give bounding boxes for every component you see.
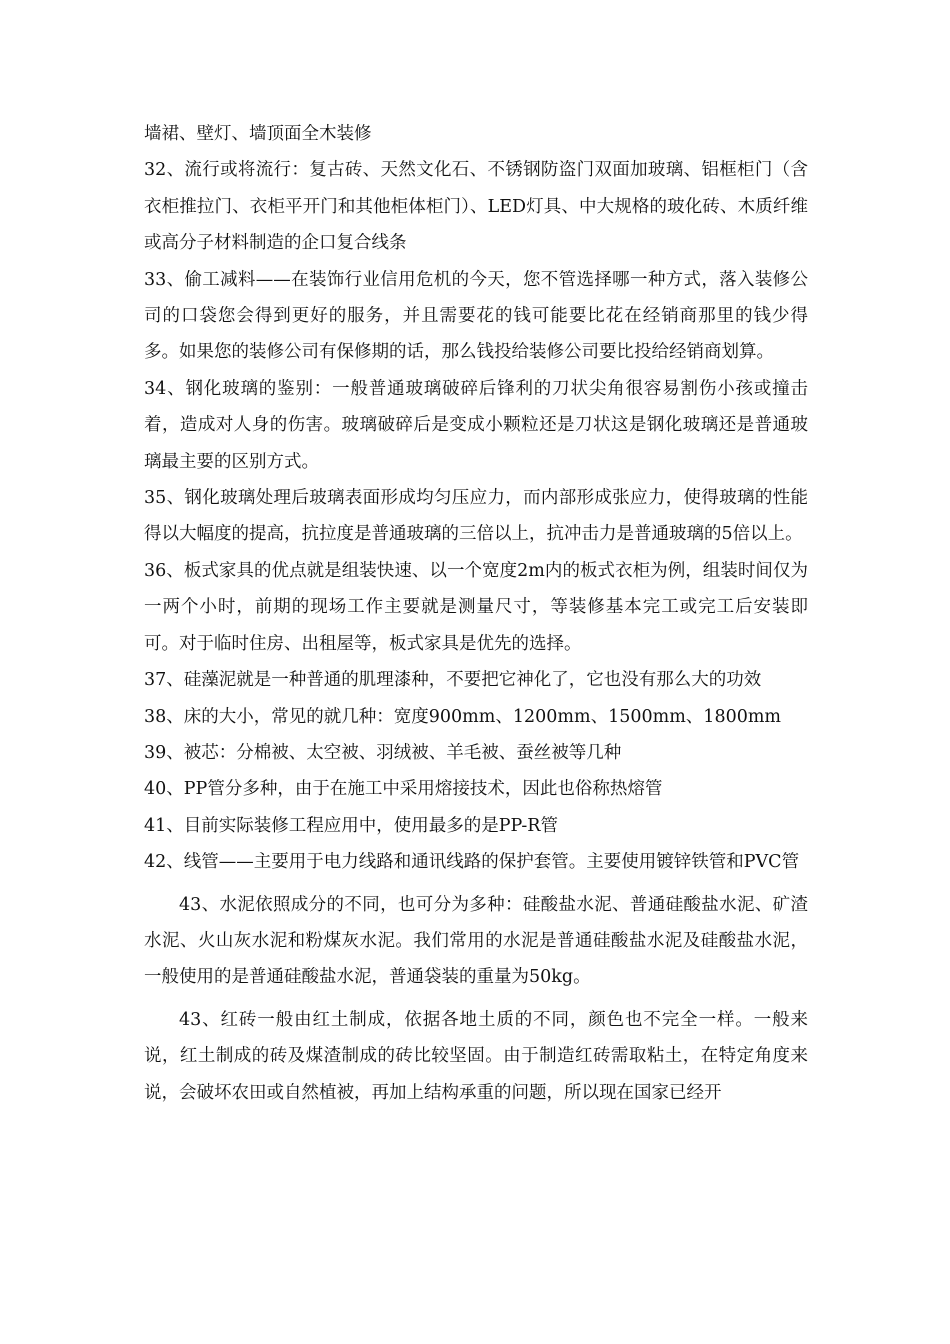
paragraph-34-tempered-glass-identification: 34、钢化玻璃的鉴别：一般普通玻璃破碎后锋利的刀状尖角很容易割伤小孩或撞击着，造成对人身的伤害。玻璃破碎后是变成小颗粒还是刀状这是钢化玻璃还是普通玻璃最主要的区别方式。 <box>144 378 808 472</box>
paragraph-40-pp-pipe: 40、PP管分多种，由于在施工中采用熔接技术，因此也俗称热熔管 <box>144 779 663 800</box>
document-body <box>144 116 808 1111</box>
paragraph-35-tempered-glass-properties: 35、钢化玻璃处理后玻璃表面形成均匀压应力，而内部形成张应力，使得玻璃的性能得以大幅度的提高，抗拉度是普通玻璃的三倍以上，抗冲击力是普通玻璃的5倍以上。 <box>144 488 808 545</box>
paragraph-39-quilts: 39、被芯：分棉被、太空被、羽绒被、羊毛被、蚕丝被等几种 <box>144 742 622 763</box>
paragraph-37-diatom-mud: 37、硅藻泥就是一种普通的肌理漆种，不要把它神化了，它也没有那么大的功效 <box>144 670 762 691</box>
paragraph-41-ppr-pipe: 41、目前实际装修工程应用中，使用最多的是PP-R管 <box>144 815 558 836</box>
paragraph-33-cutting-corners: 33、偷工减料——在装饰行业信用危机的今天，您不管选择哪一种方式，落入装修公司的口袋您会得到更好的服务，并且需要花的钱可能要比花在经销商那里的钱少得多。如果您的装修公司有保修期的话，那么钱投给装修公司要比投给经销商划算。 <box>144 269 808 363</box>
paragraph-38-bed-sizes: 38、床的大小，常见的就几种：宽度900mm、1200mm、1500mm、1800mm <box>144 706 782 727</box>
paragraph-42-conduit: 42、线管——主要用于电力线路和通讯线路的保护套管。主要使用镀锌铁管和PVC管 <box>144 852 800 873</box>
paragraph-36-panel-furniture: 36、板式家具的优点就是组装快速、以一个宽度2m内的板式衣柜为例，组装时间仅为一两个小时，前期的现场工作主要就是测量尺寸，等装修基本完工或完工后安装即可。对于临时住房、出租屋等，板式家具是优先的选择。 <box>144 560 808 654</box>
paragraph-32-trends: 32、流行或将流行：复古砖、天然文化石、不锈钢防盗门双面加玻璃、铝框柜门（含衣柜推拉门、衣柜平开门和其他柜体柜门）、LED灯具、中大规格的玻化砖、木质纤维或高分子材料制造的企口复合线条 <box>144 160 808 254</box>
paragraph-wall-decoration: 墙裙、壁灯、墙顶面全木装修 <box>144 124 372 144</box>
paragraph-43-cement: 43、水泥依照成分的不同，也可分为多种：硅酸盐水泥、普通硅酸盐水泥、矿渣水泥、火山灰水泥和粉煤灰水泥。我们常用的水泥是普通硅酸盐水泥及硅酸盐水泥，一般使用的是普通硅酸盐水泥，普通袋装的重量为50kg。 <box>144 894 808 988</box>
paragraph-43-red-brick: 43、红砖一般由红土制成，依据各地土质的不同，颜色也不完全一样。一般来说，红土制成的砖及煤渣制成的砖比较坚固。由于制造红砖需取粘土，在特定角度来说，会破坏农田或自然植被，再加上结构承重的问题，所以现在国家已经开 <box>144 1009 808 1103</box>
